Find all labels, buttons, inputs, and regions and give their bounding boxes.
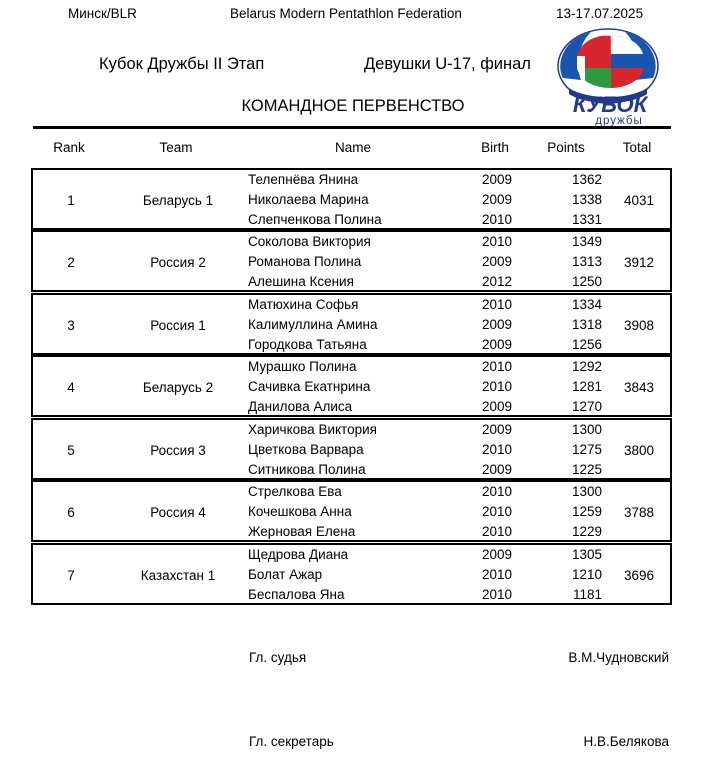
- col-header-points: Points: [547, 140, 585, 155]
- athlete-birth: 2010: [481, 212, 513, 227]
- chief-secretary-name: Н.В.Белякова: [583, 734, 669, 749]
- team-row: [31, 168, 672, 230]
- team-rank: 3: [67, 318, 75, 333]
- athlete-points: 1305: [571, 547, 602, 562]
- athlete-birth: 2010: [481, 297, 513, 312]
- athlete-name: Мурашко Полина: [248, 359, 357, 374]
- athlete-points: 1334: [571, 297, 602, 312]
- athlete-name: Жерновая Елена: [248, 524, 356, 539]
- athlete-birth: 2010: [481, 524, 513, 539]
- team-name: Беларусь 1: [142, 193, 214, 208]
- athlete-birth: 2009: [481, 192, 513, 207]
- team-total: 3696: [623, 568, 655, 583]
- team-rank: 7: [67, 568, 75, 583]
- team-name: Казахстан 1: [140, 568, 216, 583]
- chief-judge-label: Гл. судья: [249, 650, 307, 665]
- athlete-points: 1229: [571, 524, 602, 539]
- header-city: Минск/BLR: [68, 6, 137, 21]
- logo-line2: дружбы: [595, 115, 643, 126]
- athlete-name: Николаева Марина: [248, 192, 369, 207]
- team-row: [31, 418, 672, 480]
- page-title: КОМАНДНОЕ ПЕРВЕНСТВО: [241, 97, 465, 115]
- athlete-points: 1256: [571, 337, 602, 352]
- team-name: Россия 4: [150, 505, 206, 520]
- athlete-name: Телепнёва Янина: [248, 172, 359, 187]
- team-total: 4031: [623, 193, 655, 208]
- team-rank: 6: [67, 505, 75, 520]
- athlete-birth: 2010: [481, 234, 513, 249]
- athlete-name: Слепченкова Полина: [248, 212, 382, 227]
- team-rank: 4: [67, 380, 75, 395]
- col-header-name: Name: [334, 140, 371, 155]
- team-total: 3800: [623, 443, 655, 458]
- athlete-birth: 2009: [481, 399, 513, 414]
- athlete-birth: 2010: [481, 587, 513, 602]
- athlete-birth: 2010: [481, 442, 513, 457]
- athlete-points: 1338: [571, 192, 602, 207]
- athlete-birth: 2010: [481, 359, 513, 374]
- athlete-birth: 2010: [481, 504, 513, 519]
- athlete-points: 1210: [571, 567, 602, 582]
- athlete-points: 1313: [571, 254, 602, 269]
- athlete-name: Романова Полина: [248, 254, 362, 269]
- team-results-table: [31, 168, 674, 607]
- athlete-birth: 2012: [481, 274, 513, 289]
- team-total: 3912: [623, 255, 655, 270]
- athlete-name: Городкова Татьяна: [248, 337, 367, 352]
- athlete-birth: 2009: [481, 317, 513, 332]
- header-category: Девушки U-17, финал: [364, 55, 531, 73]
- athlete-points: 1362: [571, 172, 602, 187]
- header-divider: [33, 126, 671, 129]
- athlete-points: 1281: [571, 379, 602, 394]
- athlete-birth: 2009: [481, 172, 513, 187]
- athlete-points: 1275: [571, 442, 602, 457]
- athlete-name: Калимуллина Амина: [248, 317, 378, 332]
- logo-line1: КУБОК: [572, 92, 648, 117]
- athlete-name: Цветкова Варвара: [248, 442, 364, 457]
- athlete-points: 1225: [571, 462, 602, 477]
- team-total: 3843: [623, 380, 655, 395]
- team-name: Россия 2: [150, 255, 206, 270]
- athlete-birth: 2009: [481, 547, 513, 562]
- athlete-name: Кочешкова Анна: [248, 504, 352, 519]
- athlete-name: Алешина Ксения: [248, 274, 354, 289]
- team-total: 3788: [623, 505, 655, 520]
- athlete-birth: 2009: [481, 337, 513, 352]
- team-rank: 2: [67, 255, 75, 270]
- athlete-name: Матюхина Софья: [248, 297, 359, 312]
- athlete-birth: 2009: [481, 422, 513, 437]
- athlete-points: 1349: [571, 234, 602, 249]
- header-organization: Belarus Modern Pentathlon Federation: [230, 6, 462, 21]
- team-row: [31, 543, 672, 605]
- athlete-name: Соколова Виктория: [248, 234, 371, 249]
- athlete-points: 1318: [571, 317, 602, 332]
- athlete-points: 1292: [571, 359, 602, 374]
- athlete-name: Данилова Алиса: [248, 399, 353, 414]
- cup-logo: [551, 26, 669, 126]
- athlete-name: Болат Ажар: [248, 567, 323, 582]
- athlete-name: Харичкова Виктория: [248, 422, 377, 437]
- team-name: Беларусь 2: [142, 380, 214, 395]
- team-rank: 5: [67, 443, 75, 458]
- team-row: [31, 230, 672, 292]
- col-header-rank: Rank: [53, 140, 85, 155]
- col-header-team: Team: [159, 140, 193, 155]
- team-row: [31, 355, 672, 417]
- col-header-total: Total: [622, 140, 652, 155]
- team-name: Россия 1: [150, 318, 206, 333]
- header-event: Кубок Дружбы II Этап: [99, 55, 265, 73]
- athlete-name: Стрелкова Ева: [248, 484, 342, 499]
- athlete-birth: 2010: [481, 484, 513, 499]
- athlete-birth: 2010: [481, 379, 513, 394]
- athlete-points: 1300: [571, 484, 602, 499]
- athlete-points: 1181: [572, 587, 602, 602]
- athlete-birth: 2010: [481, 567, 513, 582]
- chief-judge-name: В.М.Чудновский: [568, 650, 669, 665]
- athlete-birth: 2009: [481, 462, 513, 477]
- athlete-name: Щедрова Диана: [248, 547, 349, 562]
- athlete-points: 1250: [571, 274, 602, 289]
- team-row: [31, 480, 672, 542]
- team-total: 3908: [623, 318, 655, 333]
- athlete-name: Ситникова Полина: [248, 462, 366, 477]
- header-dates: 13-17.07.2025: [556, 6, 644, 21]
- athlete-points: 1259: [571, 504, 602, 519]
- athlete-name: Беспалова Яна: [248, 587, 345, 602]
- athlete-points: 1331: [571, 212, 602, 227]
- team-row: [31, 293, 672, 355]
- athlete-points: 1270: [571, 399, 602, 414]
- col-header-birth: Birth: [481, 140, 509, 155]
- team-name: Россия 3: [150, 443, 206, 458]
- athlete-points: 1300: [571, 422, 602, 437]
- athlete-name: Сачивка Екатнрина: [248, 379, 371, 394]
- chief-secretary-label: Гл. секретарь: [249, 734, 334, 749]
- team-rank: 1: [67, 193, 75, 208]
- athlete-birth: 2009: [481, 254, 513, 269]
